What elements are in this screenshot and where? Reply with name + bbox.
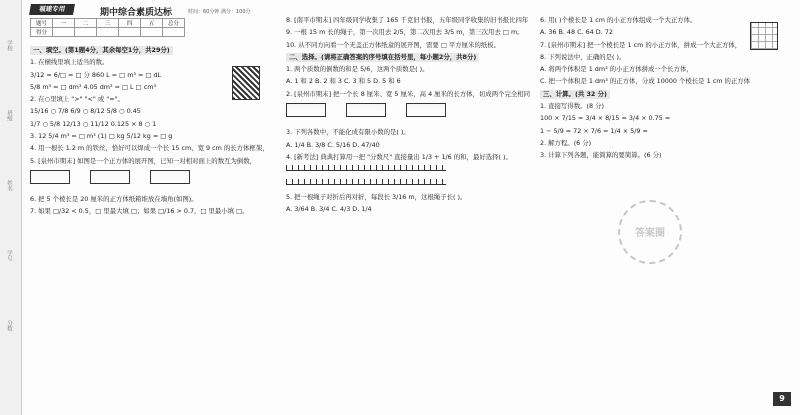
choice-line: A. 3/64 B. 3/4 C. 4/3 D. 1/4 <box>286 205 372 214</box>
box-figure <box>346 103 386 117</box>
question-line: 7. [泉州市期末] 把一个棱长是 1 cm 的小正方体，拼成一个大正方体， <box>540 40 742 49</box>
score-cell[interactable] <box>163 28 185 37</box>
question-line: 2. 解方程。(6 分) <box>540 138 592 147</box>
binding-strip <box>0 0 22 415</box>
box-figure <box>150 170 190 184</box>
question-line: 3. 计算下列各题，能简算的要简算。(6 分) <box>540 151 662 160</box>
binding-label: 分数 <box>6 320 12 331</box>
binding-label: 学号 <box>6 250 12 261</box>
question-line: 4. 用一根长 1.2 m 的铁丝，恰好可以焊成一个长 15 cm、宽 9 cm 的长方体框架， <box>30 144 269 153</box>
question-line: 4. [新考法] 典典打算用一把 "分数尺" 直接量出 1/3 + 1/6 的和，最好选择( )。 <box>286 152 512 161</box>
score-cell[interactable] <box>75 28 97 37</box>
question-line: 6. 把 5 个棱长是 20 厘米的正方体纸箱堆放在墙角(如图)。 <box>30 195 198 204</box>
column-3 <box>540 16 770 163</box>
column-2 <box>286 16 531 218</box>
choice-line: A. 1 和 2 B. 2 和 3 C. 3 和 5 D. 5 和 6 <box>286 77 401 86</box>
question-line: 1. 两个质数的倒数的和是 5/6，这两个质数是( )。 <box>286 65 429 74</box>
question-line: 15/16 ○ 7/8 6/9 ○ 8/12 5/8 ○ 0.45 <box>30 107 141 116</box>
question-line: 9. 一根 15 m 长的绳子，第一次用去 2/5，第二次用去 3/5 m，第三次用去 □ m。 <box>286 28 524 37</box>
choice-line: A. 将两个体积是 1 dm³ 的小正方体拼成一个长方体， <box>540 65 693 74</box>
score-cell[interactable] <box>119 28 141 37</box>
score-header: 二 <box>75 19 97 28</box>
choice-line: A. 1/4 B. 3/8 C. 5/16 D. 47/40 <box>286 140 380 149</box>
fraction-ruler <box>286 165 446 171</box>
score-header: 总分 <box>163 19 185 28</box>
binding-label: 学校 <box>6 40 12 51</box>
question-line: 2. 在○里填上 ">" "<" 或 "="。 <box>30 95 124 104</box>
question-line: 1/7 ○ 5/8 12/13 ○ 11/12 0.125 × 8 ○ 1 <box>30 119 157 128</box>
section-heading: 二、选择。(请将正确答案的序号填在括号里，每小题2分，共8分) <box>286 53 479 62</box>
question-line: 7. 如果 □/32 < 0.5，□ 里最大填 □；如果 □/16 > 0.7，□ 里最小填 □。 <box>30 207 249 216</box>
binding-label: 姓名 <box>6 180 12 191</box>
score-table <box>30 18 185 37</box>
choice-line: C. 把一个体积是 1 dm³ 的正方体，分成 10000 个棱长是 1 cm 的正方体 <box>540 77 751 86</box>
box-figure <box>30 170 70 184</box>
calc-line: 1 − 5/9 = 72 × 7/6 = 1/4 × 5/9 = <box>540 126 648 135</box>
question-line: 6. 用( )个棱长是 1 cm 的小正方体组成一个大正方体。 <box>540 16 697 24</box>
section-heading: 三、计算。(共 32 分) <box>540 90 610 99</box>
question-line: 1. 在横线里填上适当的数。 <box>30 58 109 67</box>
question-line: 3/12 = 6/□ = □ 分 860 L = □ m³ = □ dL <box>30 70 162 79</box>
box-figure <box>286 103 326 117</box>
binding-label: 班级 <box>6 110 12 121</box>
question-line: 2. [泉州市期末] 把一个长 8 厘米、宽 5 厘米、高 4 厘米的长方体，切成两个完全相同 <box>286 89 531 98</box>
score-header: 五 <box>141 19 163 28</box>
choice-line: A. 36 B. 48 C. 64 D. 72 <box>540 28 613 37</box>
fraction-ruler <box>286 179 446 185</box>
box-figure <box>90 170 130 184</box>
question-line: 5. 把一根绳子对折后再对折，每段长 3/16 m，这根绳子长( )。 <box>286 193 467 202</box>
question-line: 5/8 m³ = □ dm³ 4.05 dm³ = □ L □ cm³ <box>30 82 157 91</box>
watermark-stamp: 答案圈 <box>618 200 682 264</box>
score-cell[interactable] <box>97 28 119 37</box>
question-line: 8. [南平市期末] 四年级同学收集了 165 千克旧书报，五年级同学收集的旧书报比四年 <box>286 16 529 24</box>
score-cell[interactable] <box>141 28 163 37</box>
question-line: 8. 下列说法中，正确的是( )。 <box>540 52 626 61</box>
cube-figure <box>750 22 778 50</box>
question-line: 10. 从不同方向看一个无盖正方体纸盒的展开图，需要 □ 平方厘米的纸板。 <box>286 40 501 49</box>
score-header: 一 <box>53 19 75 28</box>
score-header: 得分 <box>31 28 53 37</box>
page-title: 期中综合素质达标 <box>100 8 173 18</box>
question-line: 1. 直接写得数。(8 分) <box>540 101 604 110</box>
calc-line: 100 × 7/15 = 3/4 × 8/15 = 3/4 × 0.75 = <box>540 114 671 123</box>
page-number: 9 <box>773 392 791 406</box>
column-1 <box>30 46 270 220</box>
question-line: 5. [泉州市期末] 如图是一个正方体的展开图，已知一对相对面上的数互为倒数， <box>30 156 257 165</box>
score-header: 题号 <box>31 19 53 28</box>
question-line: 3. 下列各数中，不能化成有限小数的是( )。 <box>286 128 410 137</box>
question-line: 3. 12 5/4 m³ = □ m³ (1) □ kg 5/12 kg = □ g <box>30 131 173 140</box>
section-heading: 一、填空。(第1题4分，其余每空1分，共29分) <box>30 46 173 55</box>
score-cell[interactable] <box>53 28 75 37</box>
box-figure <box>406 103 446 117</box>
score-header: 四 <box>119 19 141 28</box>
score-header: 三 <box>97 19 119 28</box>
brand-badge: 福建专用 <box>29 4 75 15</box>
exam-meta: 时间：60分钟 满分：100分 <box>188 9 251 15</box>
